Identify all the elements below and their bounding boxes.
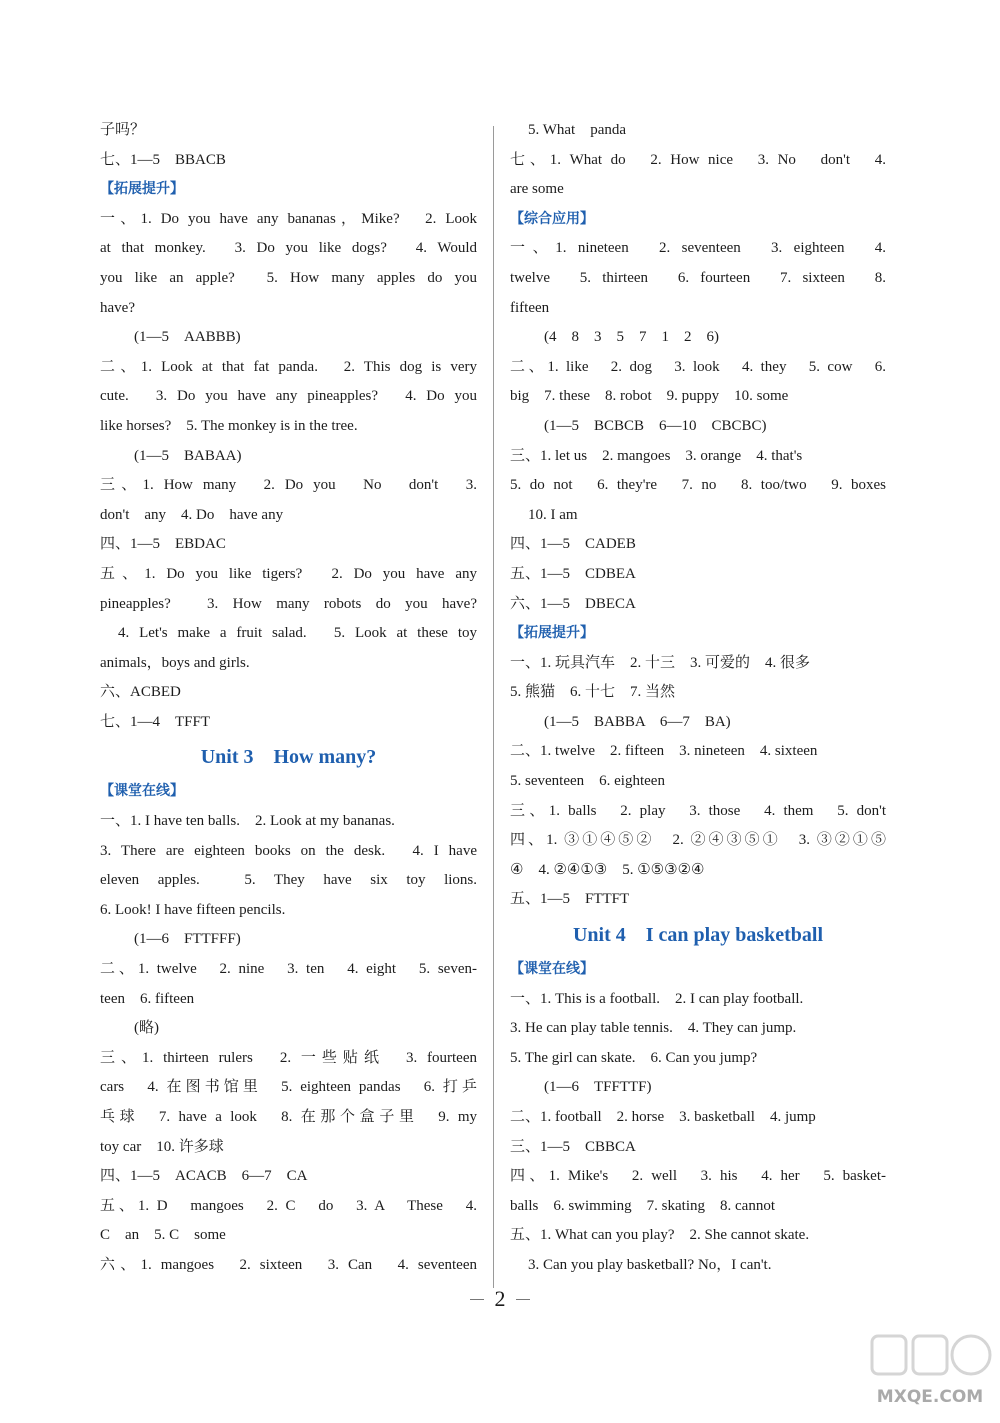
answer-line: 一、1. nineteen 2. seventeen 3. eighteen 4.	[510, 240, 886, 257]
answer-line: 五、1. Do you like tigers? 2. Do you have any	[100, 565, 477, 582]
section-tag: 【拓展提升】	[100, 181, 184, 198]
left-column	[100, 116, 477, 1281]
answer-line: 乓球 7. have a look 8. 在那个盒子里 9. my	[100, 1109, 477, 1125]
answer-line: 四、1—5 EBDAC	[100, 536, 226, 553]
answer-line: 一、1. Do you have any bananas，Mike? 2. Look	[100, 210, 477, 227]
answer-line: 三、1—5 CBBCA	[510, 1138, 636, 1155]
answer-line: 5. The girl can skate. 6. Can you jump?	[510, 1049, 758, 1066]
answer-line: 5. What panda	[528, 122, 627, 138]
answer-line: 六、1. mangoes 2. sixteen 3. Can 4. seventeen	[100, 1256, 477, 1273]
answer-line: cars 4. 在图书馆里 5. eighteen pandas 6. 打乒	[100, 1079, 477, 1096]
answer-line: (1—5 BABBA 6—7 BA)	[544, 713, 731, 730]
answer-line: 五、1—5 FTTFT	[510, 891, 630, 908]
answer-line: (4 8 3 5 7 1 2 6)	[544, 329, 719, 346]
answer-line: teen 6. fifteen	[100, 990, 195, 1007]
watermark-url: MXQE.COM	[876, 1387, 984, 1407]
right-column	[510, 116, 886, 1281]
answer-line: 三、1. balls 2. play 3. those 4. them 5. don't	[510, 802, 886, 819]
answer-line: 四、1. Mike's 2. well 3. his 4. her 5. basket-	[510, 1168, 886, 1185]
answer-line: 五、1—5 CDBEA	[510, 565, 636, 582]
answer-line: big 7. these 8. robot 9. puppy 10. some	[510, 388, 789, 405]
answer-line: 四、1. ③①④⑤② 2. ②④③⑤① 3. ③②①⑤	[510, 832, 886, 849]
answer-line: 七、1. What do 2. How nice 3. No don't 4.	[510, 151, 886, 168]
answer-line: (1—5 BABAA)	[134, 447, 242, 464]
answer-line: balls 6. swimming 7. skating 8. cannot	[510, 1197, 775, 1214]
answer-line: at that monkey. 3. Do you like dogs? 4. Would	[100, 240, 477, 257]
answer-line: 三、1. How many 2. Do you No don't 3.	[100, 477, 477, 494]
answer-line: (1—5 BCBCB 6—10 CBCBC)	[544, 417, 767, 434]
answer-line: 七、1—5 BBACB	[100, 151, 226, 168]
answer-line: you like an apple? 5. How many apples do you	[100, 269, 477, 286]
page-number: 2	[470, 1286, 530, 1312]
answer-line: 二、1. twelve 2. nine 3. ten 4. eight 5. seven-	[100, 961, 477, 978]
column-divider	[493, 126, 494, 1288]
answer-line: like horses? 5. The monkey is in the tree.	[100, 417, 358, 434]
answer-line: are some	[510, 181, 564, 198]
answer-line: (略)	[134, 1020, 159, 1037]
answer-line: eleven apples. 5. They have six toy lions.	[100, 872, 477, 889]
answer-line: 5. 熊猫 6. 十七 7. 当然	[510, 684, 676, 701]
section-tag: 【课堂在线】	[510, 961, 594, 978]
section-tag: 【综合应用】	[510, 210, 594, 227]
answer-line: 4. Let's make a fruit salad. 5. Look at these toy	[118, 625, 477, 642]
answer-line: (1—5 AABBB)	[134, 329, 241, 346]
answer-line: 6. Look! I have fifteen pencils.	[100, 901, 286, 918]
answer-line: 五、1. What can you play? 2. She cannot skate.	[510, 1227, 810, 1244]
answer-line: (1—6 TFFTTF)	[544, 1079, 652, 1096]
answer-line: 三、1. thirteen rulers 2. 一些贴纸 3. fourteen	[100, 1049, 477, 1066]
answer-line: fifteen	[510, 299, 550, 316]
section-tag: 【课堂在线】	[100, 783, 184, 800]
answer-line: 四、1—5 CADEB	[510, 536, 636, 553]
answer-line: 四、1—5 ACACB 6—7 CA	[100, 1168, 308, 1185]
unit-heading: Unit 3 How many?	[200, 746, 377, 769]
answer-line: 3. Can you play basketball? No，I can't.	[528, 1256, 772, 1273]
answer-line: C an 5. C some	[100, 1227, 226, 1244]
answer-line: 六、ACBED	[100, 684, 181, 701]
answer-line: 5. do not 6. they're 7. no 8. too/two 9. boxes	[510, 477, 886, 494]
answer-line: 三、1. let us 2. mangoes 3. orange 4. that's	[510, 447, 803, 464]
answer-line: (1—6 FTTFFF)	[134, 931, 241, 948]
answer-line: 二、1. Look at that fat panda. 2. This dog is very	[100, 358, 477, 375]
answer-line: ④ 4. ②④①③ 5. ①⑤③②④	[510, 861, 705, 878]
answer-line: 子吗？	[100, 122, 146, 138]
unit-heading: Unit 4 I can play basketball	[572, 924, 824, 947]
answer-line: twelve 5. thirteen 6. fourteen 7. sixteen 8.	[510, 269, 886, 286]
answer-line: animals，boys and girls.	[100, 654, 250, 671]
answer-line: 七、1—4 TFFT	[100, 713, 211, 730]
answer-line: 一、1. 玩具汽车 2. 十三 3. 可爱的 4. 很多	[510, 654, 811, 671]
answer-line: toy car 10. 许多球	[100, 1138, 224, 1155]
answer-line: 六、1—5 DBECA	[510, 595, 636, 612]
answer-line: 二、1. twelve 2. fifteen 3. nineteen 4. sixteen	[510, 743, 818, 760]
section-tag: 【拓展提升】	[510, 625, 594, 642]
answer-line: 二、1. football 2. horse 3. basketball 4. jump	[510, 1109, 816, 1125]
watermark-logo	[868, 1330, 993, 1412]
answer-line: 5. seventeen 6. eighteen	[510, 773, 665, 790]
answer-line: 10. I am	[528, 506, 578, 523]
answer-line: 一、1. I have ten balls. 2. Look at my bananas.	[100, 813, 395, 830]
answer-line: pineapples? 3. How many robots do you have?	[100, 595, 477, 612]
answer-line: 3. There are eighteen books on the desk. 4. I have	[100, 842, 477, 859]
answer-line: 二、1. like 2. dog 3. look 4. they 5. cow 6.	[510, 358, 886, 375]
answer-line: don't any 4. Do have any	[100, 506, 284, 523]
answer-line: 3. He can play table tennis. 4. They can jump.	[510, 1020, 797, 1037]
answer-line: have?	[100, 299, 135, 316]
answer-line: cute. 3. Do you have any pineapples? 4. Do you	[100, 388, 477, 405]
answer-line: 五、1. D mangoes 2. C do 3. A These 4.	[100, 1197, 477, 1214]
answer-line: 一、1. This is a football. 2. I can play football.	[510, 990, 804, 1007]
